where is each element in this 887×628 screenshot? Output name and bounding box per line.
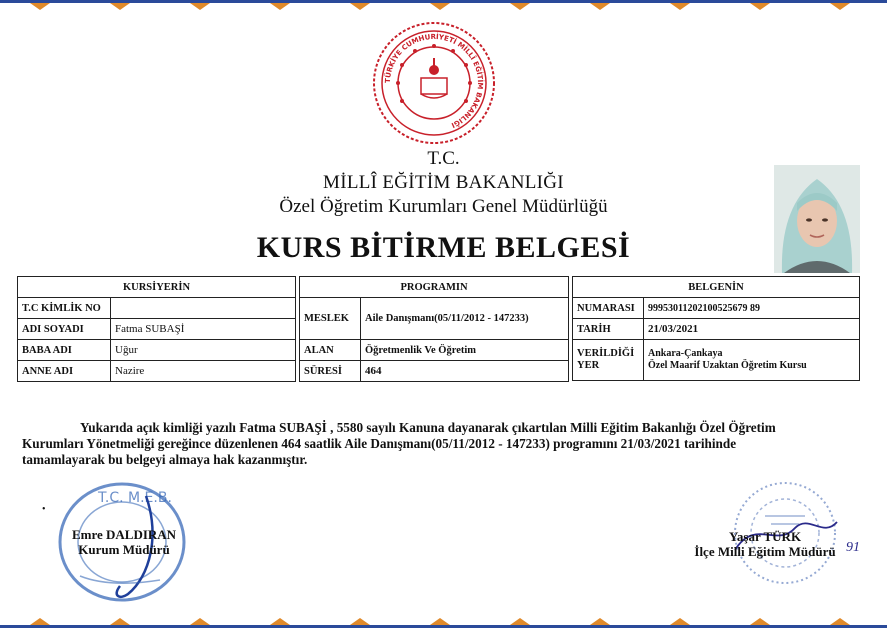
baba-adi-label: BABA ADI — [18, 340, 111, 361]
baba-adi-value: Uğur — [111, 340, 296, 361]
table-row — [573, 319, 860, 340]
document-title: KURS BİTİRME BELGESİ — [256, 231, 631, 264]
tc-kimlik-value — [111, 298, 296, 319]
table-row — [18, 340, 296, 361]
right-signatory-title: İlçe Milli Eğitim Müdürü — [694, 544, 836, 559]
right-signature-block — [690, 529, 840, 559]
numarasi-value: 99953011202100525679 89 — [644, 298, 860, 319]
meslek-label: MESLEK — [300, 298, 361, 340]
left-signatory-title: Kurum Müdürü — [78, 542, 170, 557]
suresi-label: SÜRESİ — [300, 361, 361, 382]
certificate-table — [572, 276, 860, 381]
left-signature-block — [64, 527, 184, 557]
trainee-heading: KURSİYERİN — [18, 277, 296, 298]
svg-text:T.C. M.E.B.: T.C. M.E.B. — [98, 490, 172, 506]
suresi-value: 464 — [361, 361, 569, 382]
ministry-seal-icon — [371, 20, 497, 146]
right-signatory-name: Yaşar TÜRK — [728, 529, 802, 544]
table-row — [18, 298, 296, 319]
table-row — [573, 340, 860, 381]
handwritten-initials: 91 — [846, 540, 860, 555]
tarih-label: TARİH — [573, 319, 644, 340]
certificate-heading: BELGENİN — [573, 277, 860, 298]
header-ministry: MİLLÎ EĞİTİM BAKANLIĞI — [323, 172, 564, 193]
trainee-photo — [774, 165, 860, 273]
verildigi-value-line2: Özel Maarif Uzaktan Öğretim Kursu — [648, 360, 807, 371]
numarasi-label: NUMARASI — [573, 298, 644, 319]
margin-dot: • — [42, 504, 46, 515]
tc-kimlik-label: T.C KİMLİK NO — [18, 298, 111, 319]
anne-adi-value: Nazire — [111, 361, 296, 382]
alan-label: ALAN — [300, 340, 361, 361]
svg-text:TÜRKİYE CUMHURİYETİ MİLLÎ EĞİT: TÜRKİYE CUMHURİYETİ MİLLÎ EĞİTİM BAKANLIĞI — [383, 32, 485, 130]
verildigi-label-line2: YER — [577, 360, 600, 371]
table-row — [18, 319, 296, 340]
statement-line-1: Yukarıda açık kimliği yazılı Fatma SUBAŞİ , 5580 sayılı Kanuna dayanarak çıkartılan Milli Eğitim Bakanlığı Özel Öğretim — [80, 420, 776, 435]
program-table — [299, 276, 569, 382]
trainee-table — [17, 276, 296, 382]
decorative-border-top — [0, 0, 887, 10]
verildigi-label — [573, 340, 644, 381]
adi-soyadi-value: Fatma SUBAŞİ — [111, 319, 296, 340]
table-row — [300, 361, 569, 382]
statement-line-2: Kurumları Yönetmeliği gereğince düzenlenen 464 saatlik Aile Danışmanı(05/11/2012 - 147233) programını 21/03/2021 tarihinde — [22, 436, 737, 451]
header-tc: T.C. — [427, 148, 460, 169]
table-row — [300, 340, 569, 361]
meslek-value: Aile Danışmanı(05/11/2012 - 147233) — [361, 298, 569, 340]
decorative-border-bottom — [0, 618, 887, 628]
verildigi-label-line1: VERİLDİĞİ — [577, 348, 635, 359]
adi-soyadi-label: ADI SOYADI — [18, 319, 111, 340]
tarih-value: 21/03/2021 — [644, 319, 860, 340]
left-signatory-name: Emre DALDIRAN — [71, 527, 177, 542]
certificate-statement — [22, 420, 872, 468]
statement-line-3: tamamlayarak bu belgeyi almaya hak kazanmıştır. — [22, 452, 308, 467]
alan-value: Öğretmenlik Ve Öğretim — [361, 340, 569, 361]
table-row — [573, 298, 860, 319]
table-row — [18, 361, 296, 382]
header-directorate: Özel Öğretim Kurumları Genel Müdürlüğü — [279, 196, 608, 217]
program-heading: PROGRAMIN — [300, 277, 569, 298]
verildigi-value-line1: Ankara-Çankaya — [648, 348, 723, 359]
verildigi-value — [644, 340, 860, 381]
anne-adi-label: ANNE ADI — [18, 361, 111, 382]
